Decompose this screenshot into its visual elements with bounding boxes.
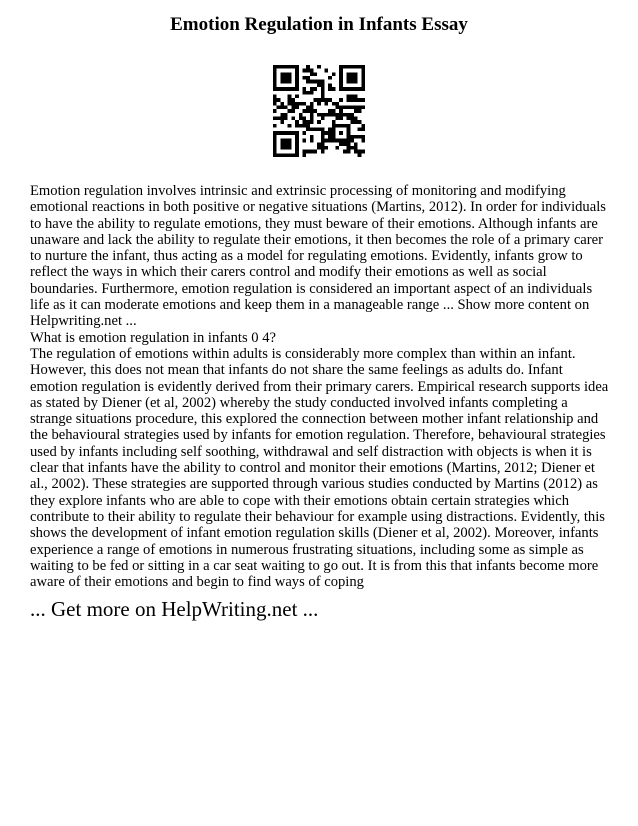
get-more-link[interactable]: ... Get more on HelpWriting.net ...	[30, 597, 319, 621]
essay-body	[30, 183, 610, 590]
essay-paragraph-1: Emotion regulation involves intrinsic and extrinsic processing of monitoring and modifying emotional reactions in both positive or negative situations (Martins, 2012). In order for individuals to have the ability to regulate emotions, they must beware of their emotions. Although infants are unaware and lack the ability to regulate their emotions, it then becomes the role of a primary carer to nurture the infant, thus acting as a model for regulating emotions. Evidently, infants grow to reflect the ways in which their carers control and modify their emotions as well as social boundaries. Furthermore, emotion regulation is considered an important aspect of an individuals life as it can moderate emotions and keep them in a manageable range ... Show more content on Helpwriting.net ...	[30, 183, 606, 330]
qr-code-icon	[273, 65, 365, 157]
essay-question: What is emotion regulation in infants 0 4?	[30, 329, 277, 346]
essay-paragraph-2: The regulation of emotions within adults is considerably more complex than within an infant. However, this does not mean that infants do not share the same feelings as adults do. Infant emotion regulation is evidently derived from their primary carers. Empirical research supports idea as stated by Diener (et al, 2002) whereby the study conducted involved infants completing a strange situations procedure, this explored the connection between mother infant relationship and the behavioural strategies used by infants for emotion regulation. Therefore, behavioural strategies used by infants including self soothing, withdrawal and self distraction with objects is when it is clear that infants have the ability to control and monitor their emotions (Martins, 2012; Diener et al., 2002). These strategies are supported through various studies conducted by Martins (2012) as they explore infants who are able to cope with their emotions obtain certain strategies which contribute to their ability to regulate their behaviour for example using distractions. Evidently, this shows the development of infant emotion regulation skills (Diener et al, 2002). Moreover, infants experience a range of emotions in numerous frustrating situations, including some as simple as waiting to be fed or sitting in a car seat waiting to go out. It is from this that infants become more aware of their emotions and begin to find ways of coping	[30, 345, 609, 591]
document-title: Emotion Regulation in Infants Essay	[170, 14, 468, 35]
